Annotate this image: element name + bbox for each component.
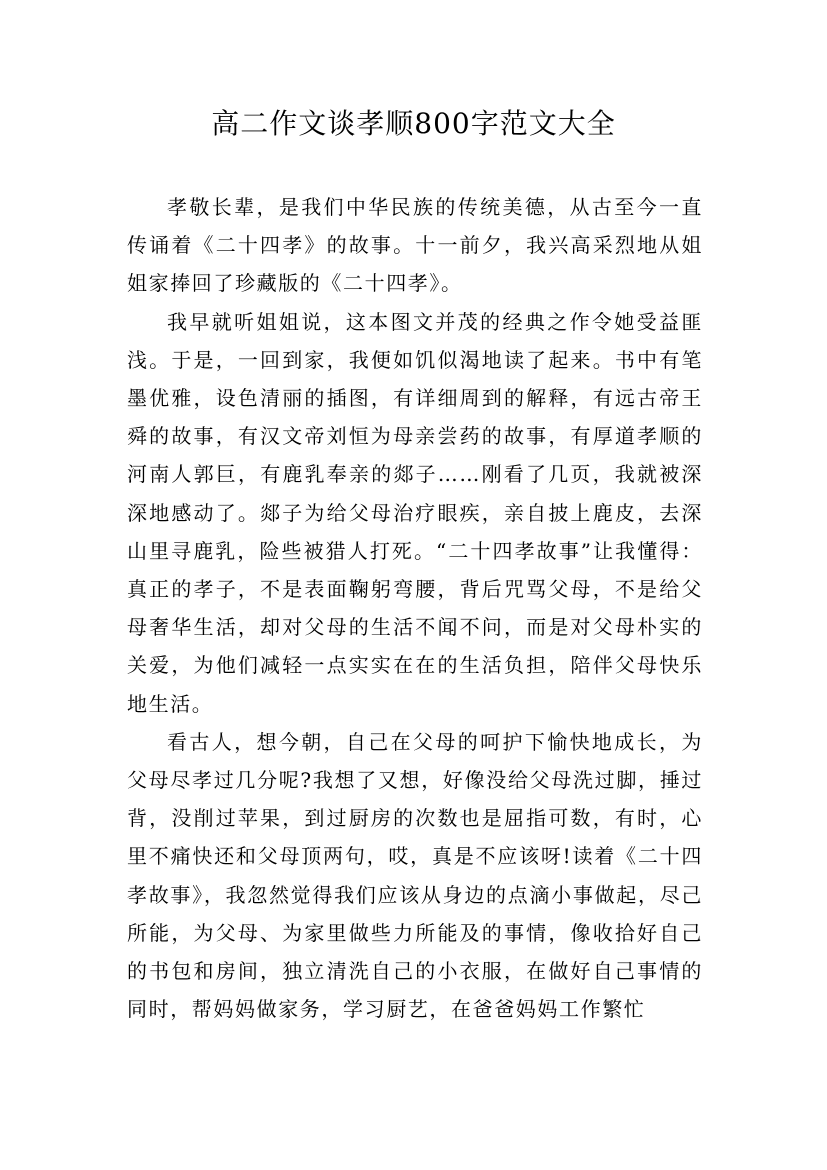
paragraph-3: 看古人，想今朝，自己在父母的呵护下愉快地成长，为父母尽孝过几分呢?我想了又想，好像没给父母洗过脚，捶过背，没削过苹果，到过厨房的次数也是屈指可数，有时，心里不痛快还和父母顶两句，哎，真是不应该呀!读着《二十四孝故事》，我忽然觉得我们应该从身边的点滴小事做起，尽己所能，为父母、为家里做些力所能及的事情，像收拾好自己的书包和房间，独立清洗自己的小衣服，在做好自己事情的同时，帮妈妈做家务，学习厨艺，在爸爸妈妈工作繁忙 — [127, 729, 703, 1022]
paragraph-2: 我早就听姐姐说，这本图文并茂的经典之作令她受益匪浅。于是，一回到家，我便如饥似渴地读了起来。书中有笔墨优雅，设色清丽的插图，有详细周到的解释，有远古帝王舜的故事，有汉文帝刘恒为母亲尝药的故事，有厚道孝顺的河南人郭巨，有鹿乳奉亲的郯子……刚看了几页，我就被深深地感动了。郯子为给父母治疗眼疾，亲自披上鹿皮，去深山里寻鹿乳，险些被猎人打死。“二十四孝故事”让我懂得：真正的孝子，不是表面鞠躬弯腰，背后咒骂父母，不是给父母奢华生活，却对父母的生活不闻不问，而是对父母朴实的关爱，为他们减轻一点实实在在的生活负担，陪伴父母快乐地生活。 — [127, 309, 703, 716]
paragraph-1: 孝敬长辈，是我们中华民族的传统美德，从古至今一直传诵着《二十四孝》的故事。十一前夕，我兴高采烈地从姐姐家捧回了珍藏版的《二十四孝》。 — [127, 195, 703, 296]
document-body — [127, 188, 703, 1028]
document-title: 高二作文谈孝顺800字范文大全 — [211, 107, 616, 140]
